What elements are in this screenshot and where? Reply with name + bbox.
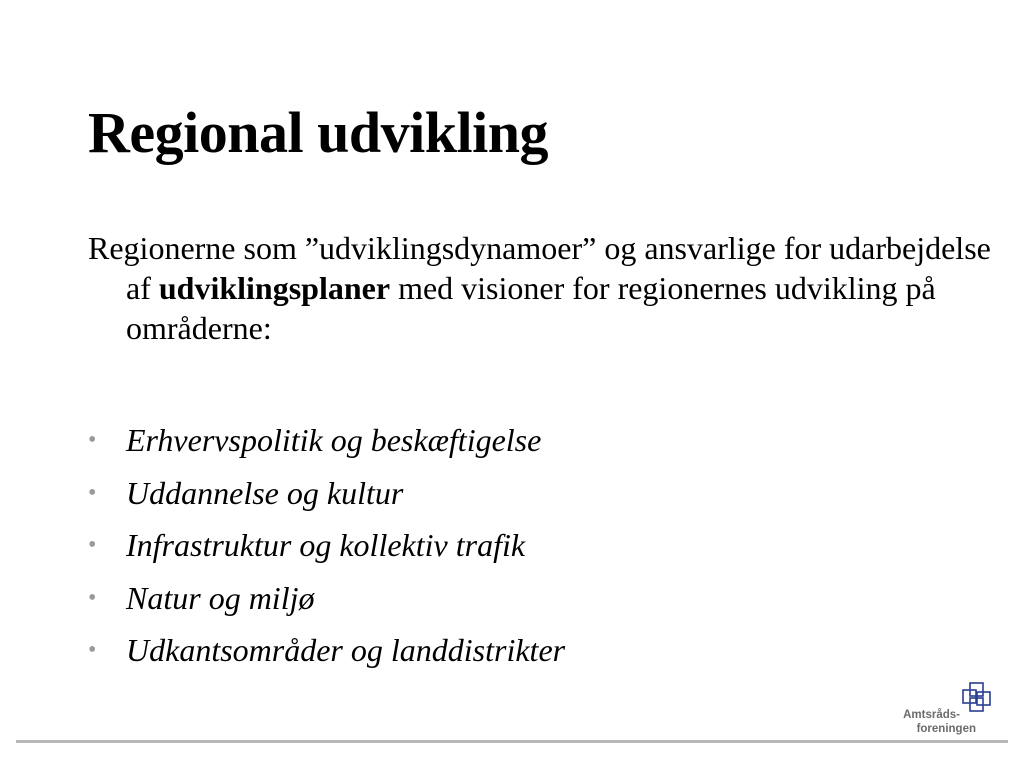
logo-text-line2: foreningen bbox=[916, 723, 976, 735]
intro-text-after: med visioner for regionernes udvikling på områderne: bbox=[126, 270, 936, 346]
overlapping-squares-icon bbox=[962, 682, 992, 712]
bullet-icon: • bbox=[88, 584, 97, 611]
intro-text-bold: udviklingsplaner bbox=[158, 270, 391, 306]
bullet-icon: • bbox=[88, 479, 97, 506]
intro-text-before: Regionerne som ”udviklingsdynamoer” og ansvarlige for udarbejdelse af bbox=[88, 230, 991, 306]
list-item-text: Udkantsområder og landdistrikter bbox=[126, 632, 566, 668]
slide-title: Regional udvikling bbox=[88, 100, 548, 165]
bullet-icon: • bbox=[88, 532, 97, 558]
organization-logo bbox=[896, 682, 996, 738]
footer-divider bbox=[16, 740, 1008, 743]
intro-paragraph bbox=[88, 228, 1006, 348]
bullet-icon: • bbox=[88, 637, 97, 663]
list-item-text: Natur og miljø bbox=[126, 579, 315, 616]
list-item-text: Infrastruktur og kollektiv trafik bbox=[126, 527, 526, 563]
list-item-text: Uddannelse og kultur bbox=[126, 474, 404, 511]
list-item-text: Erhvervspolitik og beskæftigelse bbox=[126, 422, 542, 458]
logo-text-line1: Amtsråds- bbox=[903, 709, 960, 721]
bullet-icon: • bbox=[88, 427, 97, 453]
